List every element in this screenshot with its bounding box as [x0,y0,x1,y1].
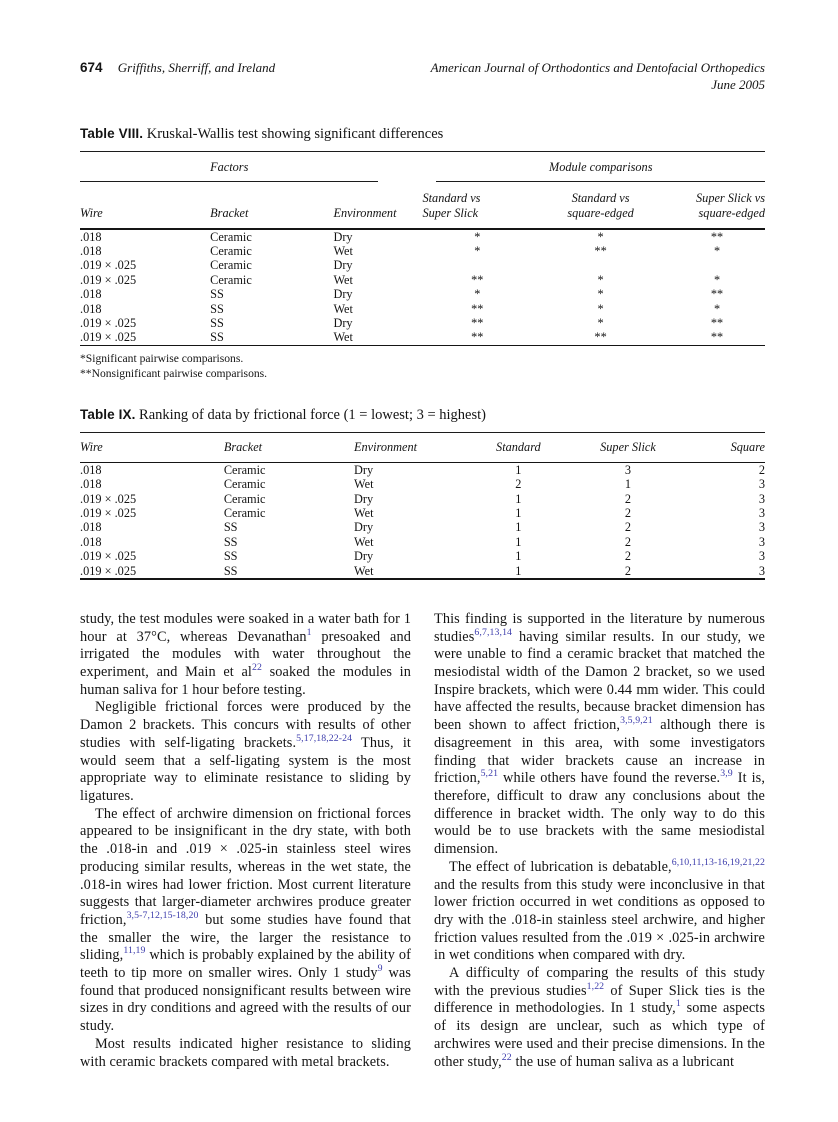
paragraph: Negligible frictional forces were produced by the Damon 2 brackets. This concurs with results of other studies with self-ligating brackets.$^{5,17,18,22-24}$ Thus, it would seem that a self-ligating system is the most appropriate way to eliminate resistance to sliding by ligatures. [80,699,411,804]
table-cell: 1 [515,563,522,578]
table-viii-block [80,126,765,382]
table-cell: 3 [758,520,765,535]
table-cell: .019 × .025 [80,330,137,345]
reference-superscript: 9 [377,963,383,975]
paragraph: The effect of lubrication is debatable,$^{6,10,11,13-16,19,21,22}$ and the results from this study were inconclusive in that lower friction occurred in wet conditions as opposed to dry with the .018-in stainless steel archwire, and higher friction values resulted from the .019 × .025-in archwire in wet conditions when compared with dry. [434,857,765,964]
table-cell: 3 [758,534,765,549]
table-cell: 1 [515,505,522,520]
table-cell: .019 × .025 [80,505,137,520]
table-ix-block [80,407,765,580]
table-row [80,302,765,316]
table-cell: ** [710,229,724,244]
table-cell: 1 [515,491,522,506]
table-cell: SS [210,287,224,302]
col-header-environment: Environment [354,433,470,462]
table-cell: 2 [624,505,632,520]
table-cell: 3 [624,462,632,477]
table-cell: * [597,315,604,330]
table-cell: * [474,229,481,244]
table-row [80,258,765,272]
table-viii-title [80,126,765,152]
table-cell: Ceramic [210,243,252,258]
table-cell: Wet [353,477,374,492]
table-cell: * [597,301,604,316]
table-cell: Wet [353,505,374,520]
table-cell: ** [594,243,607,258]
table-row [80,564,765,579]
table-viii-footnotes [80,352,765,382]
table-cell: SS [210,330,224,345]
table-cell: Wet [333,301,353,316]
footnote-nonsignificant: **Nonsignificant pairwise comparisons. [80,366,268,380]
col-header-square: Square [690,433,765,462]
table-cell: 1 [624,477,632,492]
reference-superscript: 1 [306,626,312,638]
table-cell: 1 [515,462,522,477]
table-cell: Ceramic [210,258,252,273]
table-cell: 2 [515,477,522,492]
reference-superscript: 22 [501,1051,512,1063]
table-ix-label: Table IX. [80,407,136,423]
table-cell: ** [471,330,484,345]
table-cell: Dry [333,287,353,302]
table-cell: .018 [80,462,102,477]
table-row [80,520,765,534]
table-cell: Wet [353,534,374,549]
table-cell: * [713,243,721,258]
table-cell: .019 × .025 [80,258,137,273]
paragraph: The effect of archwire dimension on frictional forces appeared to be insignificant in the dry state, with both the .018-in and .019 × .025-in stainless steel wires producing similar results, whereas in the wet state, the .018-in wires had lower friction. Most current literature suggests that larger-diameter archwires produce greater friction,$^{3,5-7,12,15-18,20}$ but some studies have found that the smaller the wire, the larger the resistance to sliding,$^{11,19}$ which is probably explained by the ability of teeth to tip more on smaller wires. Only 1 study$^9$ was found that produced nonsignificant results between wire sizes in dry conditions and agreed with the results of our study. [80,805,411,1035]
table-cell [669,258,765,272]
table-viii-label: Table VIII. [80,125,144,141]
table-cell: Ceramic [223,462,266,477]
table-cell: Wet [333,330,353,345]
table-cell: ** [471,301,484,316]
table-cell: .019 × .025 [80,491,137,506]
reference-superscript: 6,7,13,14 [474,626,513,638]
issue-date: June 2005 [711,76,765,92]
table-row [80,330,765,345]
col-header-wire: Wire [80,433,224,462]
table-viii-caption: Kruskal-Wallis test showing significant differences [146,125,444,142]
paragraph: A difficulty of comparing the results of this study with the previous studies$^{1,22}$ of Super Slick ties is the difference in methodologies. In 1 study,$^1$ some aspects of its design are unclear, such as which type of archwires were used and their precise dimensions. In the other study,$^{22}$ the use of human saliva as a lubricant [434,965,766,1070]
table-cell: ** [710,330,724,345]
table-row [80,316,765,330]
table-cell: .019 × .025 [80,272,137,287]
table-ix-column-header-row [80,433,765,462]
running-authors: Griffiths, Sherriff, and Ireland [117,60,276,75]
table-cell: 1 [515,549,522,564]
body-text [80,611,765,1071]
table-cell: * [474,287,481,302]
table-row [80,477,765,491]
running-head-left [80,60,275,76]
paragraph: This finding is supported in the literature by numerous studies$^{6,7,13,14}$ having similar results. In our study, we were unable to find a ceramic bracket that matched the mesiodistal width of the Damon 2 bracket, so we used Inspire brackets, which were 0.44 mm wider. This could have affected the results, because bracket dimension has been shown to affect friction,$^{3,5,9,21}$ although there is disagreement in this area, with some investigators finding that wider brackets cause an increase in friction,$^{5,21}$ while others have found the reverse.$^{3,9}$ It is, therefore, difficult to draw any conclusions about the difference in bracket width. The only way to do this would be to use brackets with the same mesiodistal dimension. [434,610,765,858]
table-cell: 3 [758,505,765,520]
table-ix-title [80,407,765,433]
reference-superscript: 3,5,9,21 [620,715,653,727]
reference-superscript: 1 [675,998,681,1010]
table-row [80,244,765,258]
table-cell: 2 [624,563,632,578]
table-cell: Dry [353,549,374,564]
col-header-standard-vs-superslick: Standard vs Super Slick [422,182,532,229]
text-column-left [80,611,411,1071]
table-row [80,549,765,563]
table-cell: 2 [624,520,632,535]
col-header-standard: Standard [470,433,566,462]
table-cell: Dry [333,315,353,330]
reference-superscript: 22 [252,662,262,674]
table-cell: ** [471,315,484,330]
table-cell: Ceramic [223,477,266,492]
table-cell [422,258,532,272]
table-viii [80,152,765,346]
table-cell: Dry [353,462,374,477]
table-cell: 2 [624,549,632,564]
table-cell: Ceramic [210,272,252,287]
table-cell: ** [710,287,724,302]
table-cell: 1 [515,520,522,535]
running-head [80,60,765,94]
table-cell: Dry [333,229,353,244]
table-ix-caption: Ranking of data by frictional force (1 = lowest; 3 = highest) [139,407,486,424]
table-viii-group-header-row [80,152,765,182]
table-cell: .019 × .025 [80,315,137,330]
table-cell: .019 × .025 [80,563,137,578]
table-cell: * [597,229,604,244]
reference-superscript: 3,9 [720,768,733,780]
table-cell: 2 [758,462,765,477]
reference-superscript: 6,10,11,13-16,19,21,22 [671,857,765,869]
footnote-significant: *Significant pairwise comparisons. [80,351,244,365]
table-cell: Wet [333,272,353,287]
col-header-superslick-vs-squareedged: Super Slick vs square-edged [669,182,765,229]
paragraph: study, the test modules were soaked in a water bath for 1 hour at 37°C, whereas Devanathan$^1$ presoaked and irrigated the modules with water throughout the experiment, and Main et al$^{22}$ soaked the modules in human saliva for 1 hour before testing. [80,610,411,698]
table-cell: 3 [758,491,765,506]
table-cell: SS [223,563,238,578]
table-cell: .018 [80,287,102,302]
journal-name: American Journal of Orthodontics and Dentofacial Orthopedics [430,60,765,75]
table-row [80,506,765,520]
table-cell: SS [223,534,238,549]
table-cell: * [713,272,721,287]
reference-superscript: 11,19 [123,945,146,957]
table-cell: Dry [353,520,374,535]
col-header-bracket: Bracket [210,182,333,229]
table-cell: 3 [758,477,765,492]
table-row [80,287,765,301]
table-cell: SS [223,520,238,535]
table-cell: Wet [353,563,374,578]
col-header-standard-vs-squareedged: Standard vs square-edged [532,182,669,229]
table-cell: Ceramic [223,505,266,520]
table-cell: Dry [353,491,374,506]
table-cell: .019 × .025 [80,549,137,564]
table-cell: .018 [80,534,102,549]
table-cell: Dry [333,258,353,273]
table-cell: SS [210,301,224,316]
table-cell: 3 [758,563,765,578]
group-header-module-comparisons: Module comparisons [422,152,765,182]
table-cell: 2 [624,534,632,549]
table-cell [532,258,669,272]
table-cell: Ceramic [223,491,266,506]
table-cell: .018 [80,229,102,244]
reference-superscript: 3,5-7,12,15-18,20 [126,910,199,922]
col-header-bracket: Bracket [224,433,354,462]
table-ix [80,433,765,580]
table-cell: 1 [515,534,522,549]
table-cell: 2 [624,491,632,506]
table-row [80,462,765,477]
table-cell: ** [710,315,724,330]
table-cell: SS [223,549,238,564]
table-cell: .018 [80,477,102,492]
running-head-right [431,60,765,94]
reference-superscript: 5,21 [480,768,499,780]
text-column-right [434,611,765,1071]
table-row [80,492,765,506]
table-row [80,273,765,287]
paragraph: Most results indicated higher resistance to sliding with ceramic brackets compared with metal brackets. [80,1035,411,1070]
col-header-wire: Wire [80,182,210,229]
table-cell: Ceramic [210,229,252,244]
table-cell: * [474,243,481,258]
table-cell: * [713,301,721,316]
table-cell: Wet [333,243,353,258]
table-cell: * [597,272,604,287]
table-viii-column-header-row [80,182,765,229]
table-cell: 3 [758,549,765,564]
table-cell: SS [210,315,224,330]
reference-superscript: 5,17,18,22-24 [296,733,353,745]
col-header-super-slick: Super Slick [566,433,689,462]
table-cell: .018 [80,243,102,258]
page-number: 674 [80,60,103,75]
reference-superscript: 1,22 [586,980,605,992]
group-header-factors: Factors [80,152,422,182]
table-cell: .018 [80,520,102,535]
table-cell: * [597,287,604,302]
table-row [80,229,765,244]
table-cell: ** [471,272,484,287]
table-row [80,535,765,549]
table-cell: ** [594,330,607,345]
col-header-environment: Environment [333,182,422,229]
table-cell: .018 [80,301,102,316]
